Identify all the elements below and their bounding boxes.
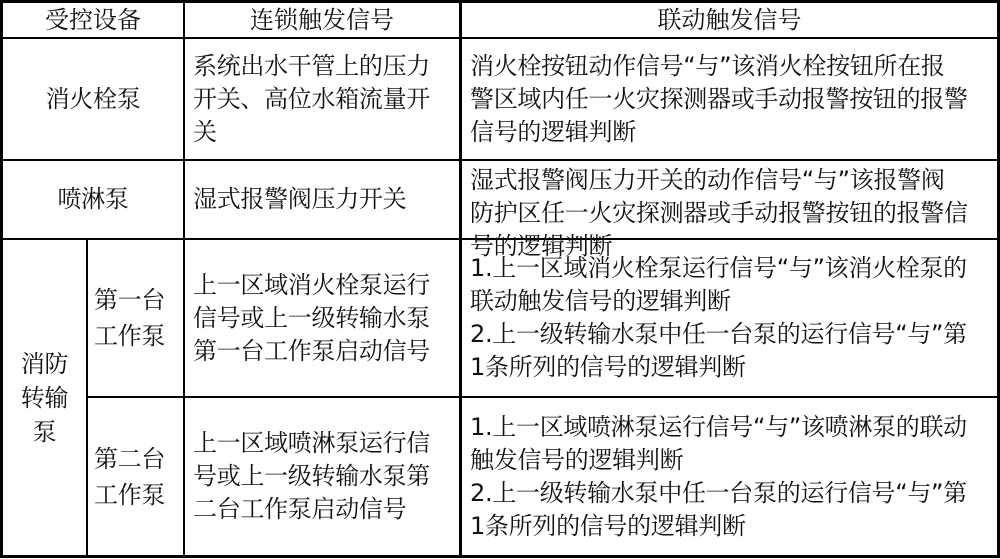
linkage-line: 1条所列的信号的逻辑判断 <box>470 353 746 381</box>
linkage-line: 2.上一级转输水泵中任一台泵的运行信号“与”第 <box>470 320 967 348</box>
interlock-text: 湿式报警阀压力开关 <box>193 185 407 213</box>
row-sprinkler-pump-device: 喷淋泵 <box>57 185 129 213</box>
sub-device-text: 第一台工作泵 <box>94 286 166 350</box>
header-linkage-signal: 联动触发信号 <box>657 6 802 34</box>
second-pump-linkage <box>462 398 997 555</box>
linkage-line: 触发信号的逻辑判断 <box>470 445 684 474</box>
transfer-pump-group: 消防转输泵 <box>20 349 69 446</box>
linkage-line: 防护区任一火灾探测器或手动报警按钮的报警信 <box>470 199 968 227</box>
header-interlock-signal: 连锁触发信号 <box>250 6 394 34</box>
header-controlled-device: 受控设备 <box>45 6 141 34</box>
second-pump-interlock <box>185 398 459 555</box>
border-bottom <box>0 555 1000 558</box>
linkage-line: 联动触发信号的逻辑判断 <box>470 287 731 315</box>
first-pump-linkage <box>462 240 997 396</box>
linkage-line: 1.上一区域喷淋泵运行信号“与”该喷淋泵的联动 <box>470 412 967 441</box>
linkage-line: 信号的逻辑判断 <box>470 117 636 146</box>
linkage-line: 1.上一区域消火栓泵运行信号“与”该消火栓泵的 <box>470 254 967 282</box>
row-sprinkler-pump-linkage <box>462 161 997 260</box>
interlock-text: 系统出水干管上的压力开关、高位水箱流量开关 <box>193 51 430 146</box>
linkage-line: 湿式报警阀压力开关的动作信号“与”该报警阀 <box>470 166 945 194</box>
first-pump-device <box>88 240 183 396</box>
linkage-line: 消火栓按钮动作信号“与”该消火栓按钮所在报 <box>470 51 945 80</box>
linkage-line: 号的逻辑判断 <box>470 232 613 260</box>
linkage-line: 警区域内任一火灾探测器或手动报警按钮的报警 <box>470 84 968 113</box>
row-hydrant-pump-linkage <box>462 39 997 159</box>
sub-device-text: 第二台工作泵 <box>94 444 166 509</box>
first-pump-interlock <box>185 240 459 396</box>
interlock-text: 上一区域喷淋泵运行信号或上一级转输水泵第二台工作泵启动信号 <box>193 429 430 523</box>
interlock-text: 上一区域消火栓泵运行信号或上一级转输水泵第一台工作泵启动信号 <box>193 270 430 365</box>
row-hydrant-pump-interlock <box>185 39 459 159</box>
second-pump-device <box>88 398 183 555</box>
linkage-line: 1条所列的信号的逻辑判断 <box>470 511 746 540</box>
row-hydrant-pump-device: 消火栓泵 <box>45 84 141 113</box>
linkage-line: 2.上一级转输水泵中任一台泵的运行信号“与”第 <box>470 478 967 507</box>
row-sprinkler-pump-interlock <box>185 161 459 238</box>
